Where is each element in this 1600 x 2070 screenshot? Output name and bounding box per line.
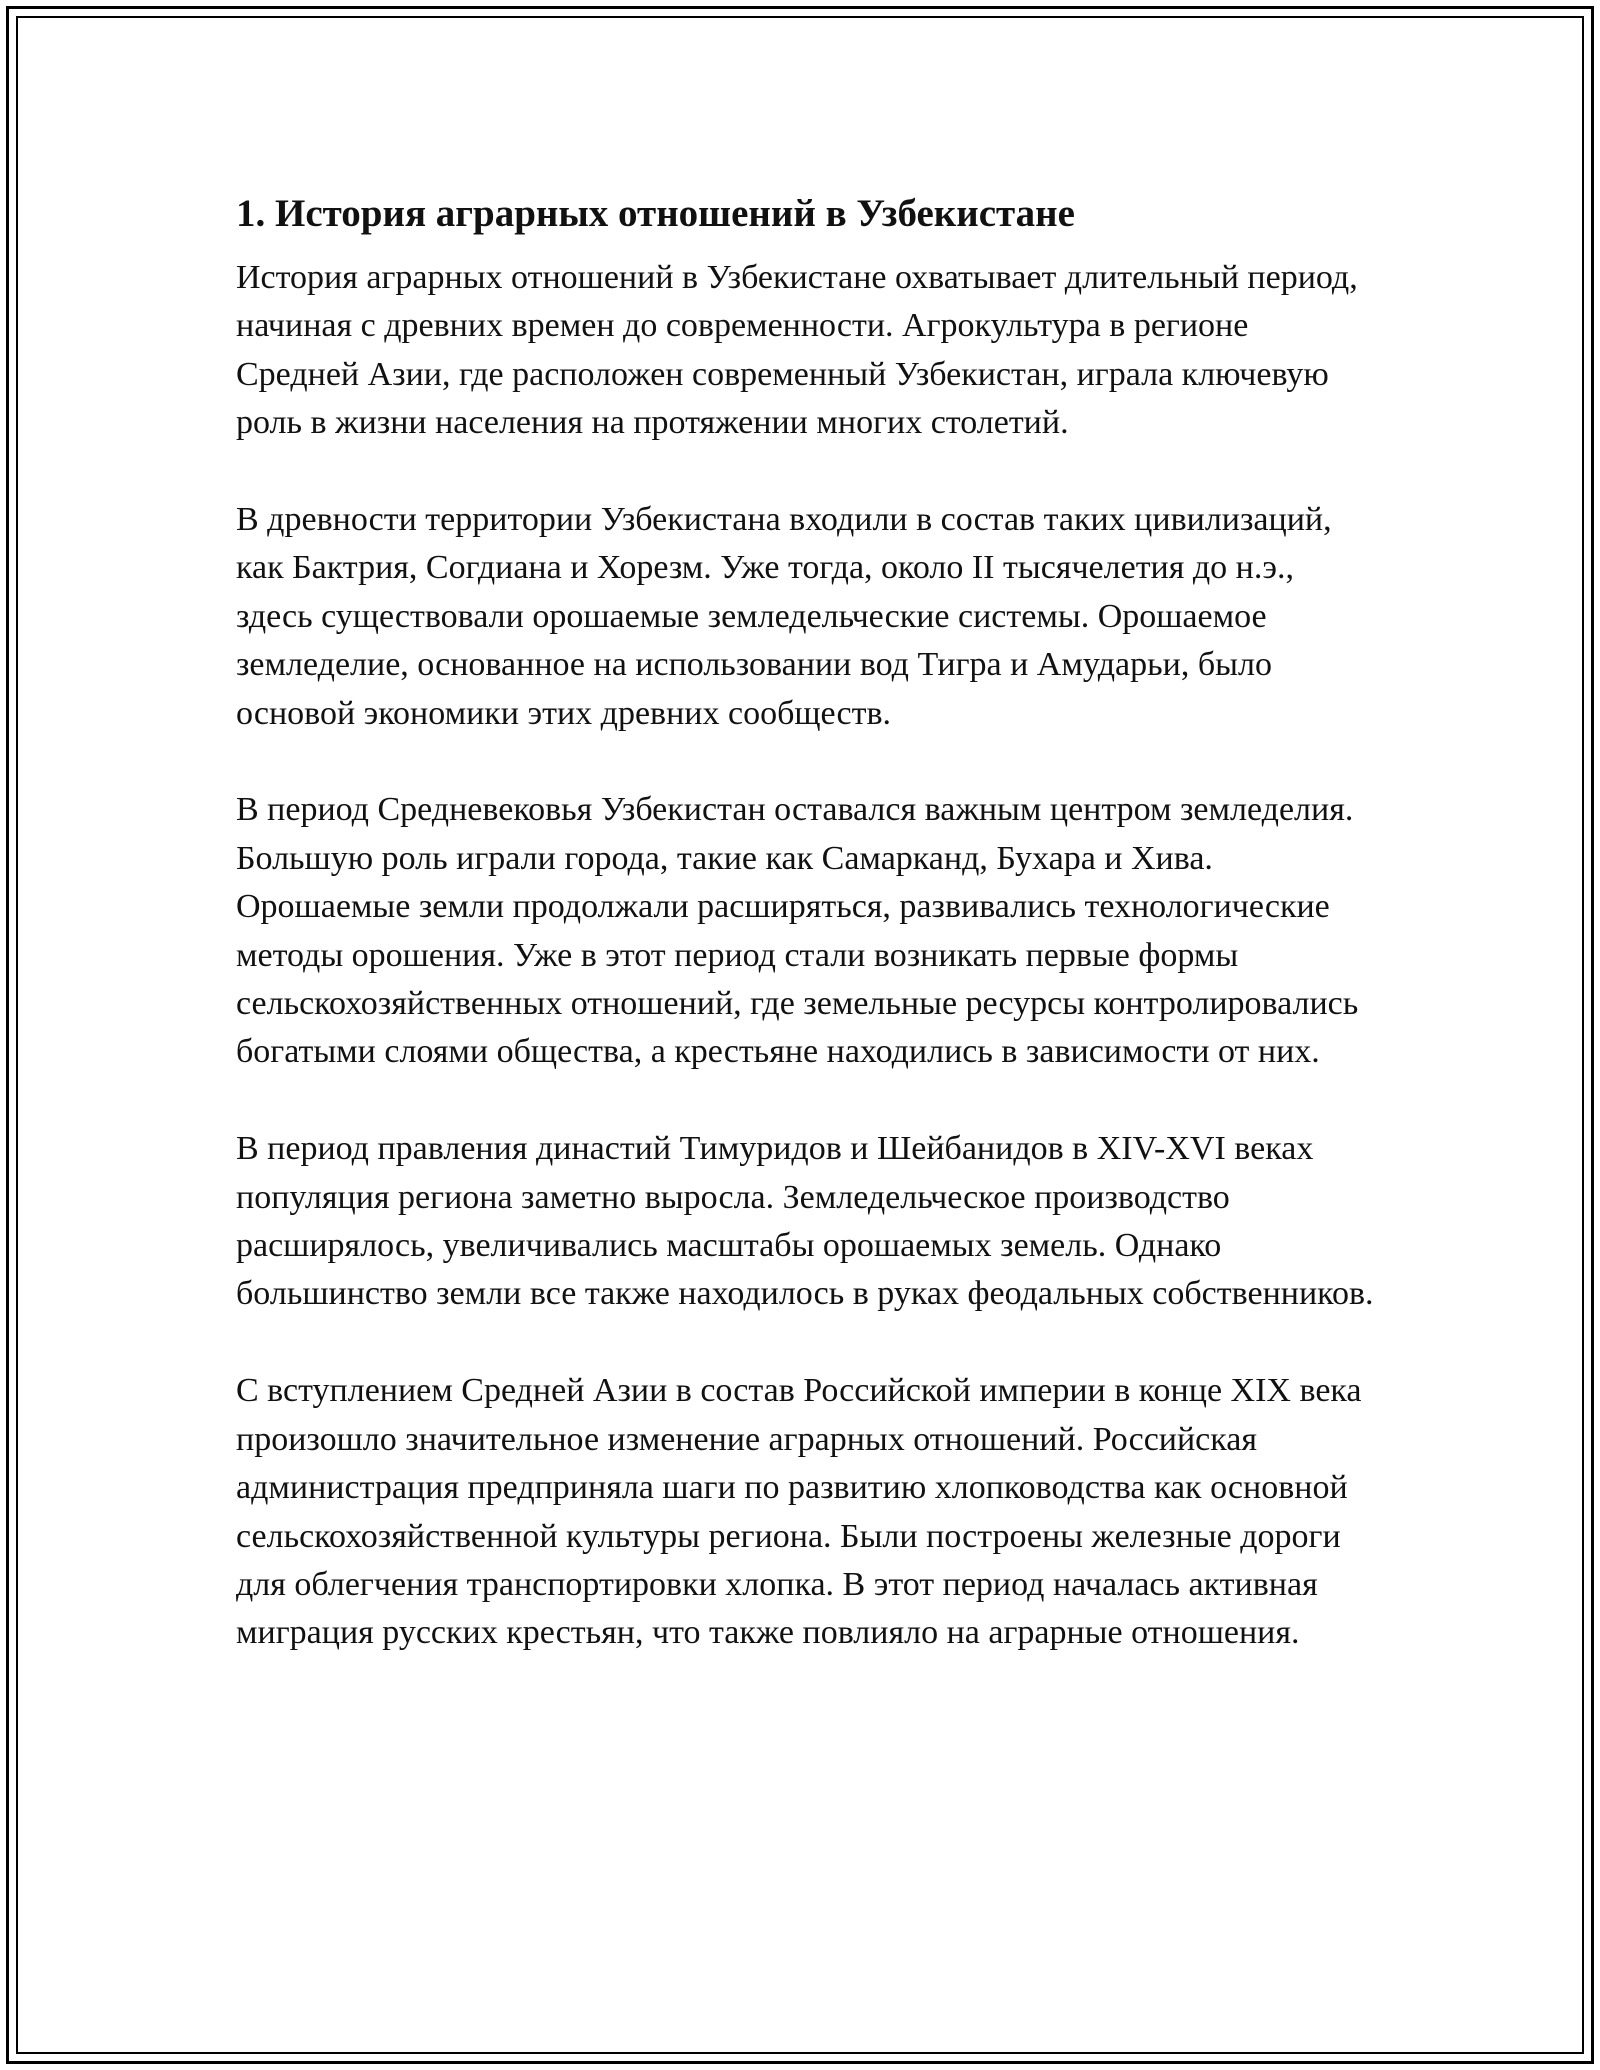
section-heading: 1. История аграрных отношений в Узбекистане bbox=[236, 192, 1075, 235]
paragraph-timurids: В период правления династий Тимуридов и Шейбанидов в XIV-XVI веках популяция региона заметно выросла. Земледельческое производство расширялось, увеличивались масштабы орошаемых земель. Однако большинство земли все также находилось в руках феодальных собственников. bbox=[236, 1130, 1374, 1313]
paragraph-middle-ages: В период Средневековья Узбекистан оставался важным центром земледелия. Большую роль играли города, такие как Самарканд, Бухара и Хива. Орошаемые земли продолжали расширяться, развивались технологические методы орошения. Уже в этот период стали возникать первые формы сельскохозяйственных отношений, где земельные ресурсы контролировались богатыми слоями общества, а крестьяне находились в зависимости от них. bbox=[236, 791, 1359, 1071]
paragraph-russian-empire: С вступлением Средней Азии в состав Российской империи в конце XIX века произошло значительное изменение аграрных отношений. Российская администрация предприняла шаги по развитию хлопководства как основной сельскохозяйственной культуры региона. Были построены железные дороги для облегчения транспортировки хлопка. В этот период началась активная миграция русских крестьян, что также повлияло на аграрные отношения. bbox=[236, 1372, 1362, 1652]
paragraph-intro: История аграрных отношений в Узбекистане охватывает длительный период, начиная с древних времен до современности. Агрокультура в регионе Средней Азии, где расположен современный Узбекистан, играла ключевую роль в жизни населения на протяжении многих столетий. bbox=[236, 259, 1358, 442]
document-body bbox=[236, 186, 1376, 1706]
paragraph-antiquity: В древности территории Узбекистана входили в состав таких цивилизаций, как Бактрия, Согдиана и Хорезм. Уже тогда, около II тысячелетия до н.э., здесь существовали орошаемые земледельческие системы. Орошаемое земледелие, основанное на использовании вод Тигра и Амударьи, было основой экономики этих древних сообществ. bbox=[236, 501, 1332, 732]
